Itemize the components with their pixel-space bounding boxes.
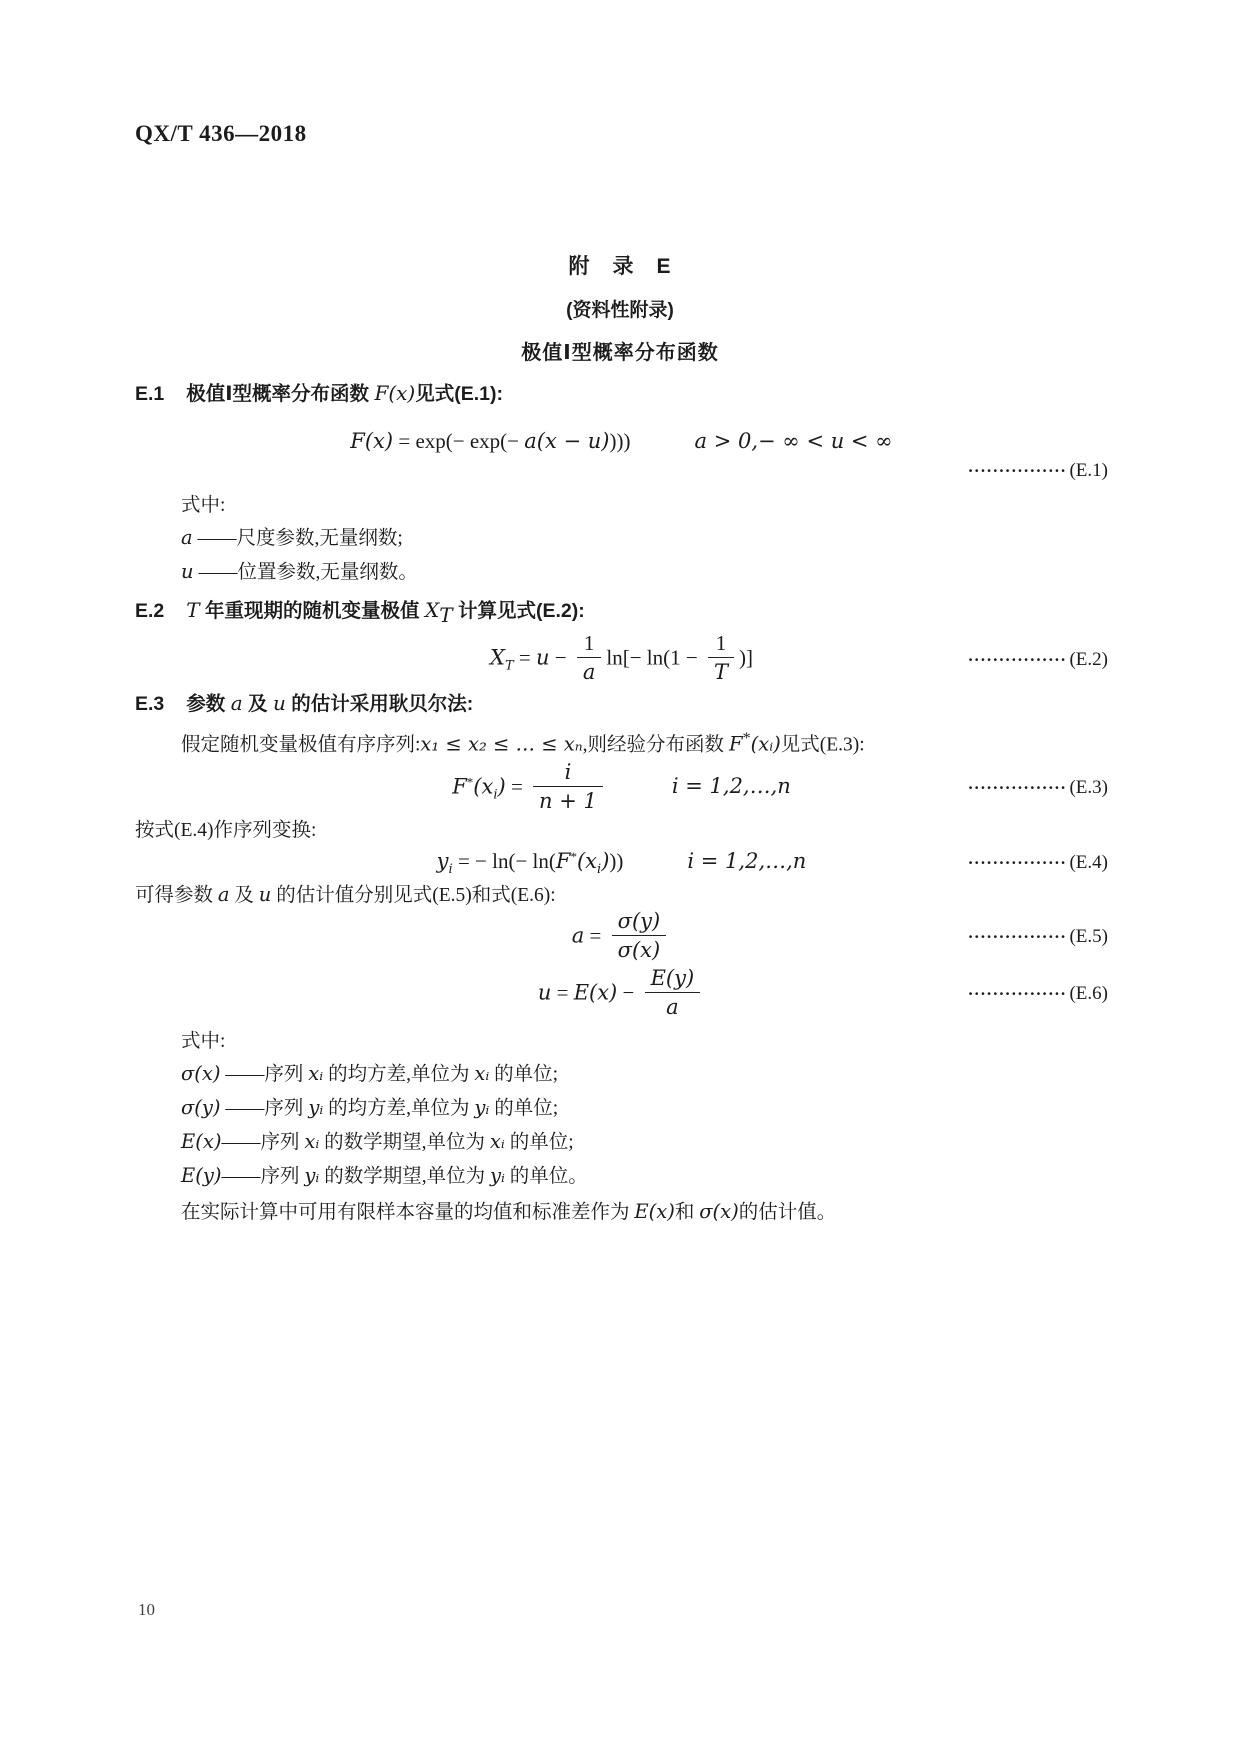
param-desc: 序列 [260,1132,305,1154]
eq2-X-sub: T [504,658,514,674]
equation-e6-tag: (E.6) [1069,983,1108,1005]
section-e2-heading [135,597,1108,628]
param-desc: 位置参数,无量纲数。 [237,562,418,583]
eq4-condition: i = 1,2,…,n [687,849,807,874]
frac-den: a [645,992,701,1018]
eq3-star: * [466,774,474,790]
equation-e2-formula [490,631,753,685]
param-desc: 的均方差,单位为 [323,1064,475,1086]
param-var: xᵢ [489,1130,505,1154]
leader-dots: ················ [967,984,1067,1004]
section-e2-text2: 计算见式(E.2): [452,600,585,622]
leader-dots: ················ [967,927,1067,947]
param-var: yᵢ [474,1096,490,1120]
eq4-y: y [436,849,449,874]
leader-dots: ················ [967,778,1067,798]
frac-den: n + 1 [533,786,603,812]
eq1-lhs: F(x) [350,428,394,453]
eq1-exp: exp(− exp(− [415,428,525,453]
paragraph-sequence [135,725,1108,759]
para-text: 的估计值。 [738,1202,837,1224]
equation-e4-formula [437,849,807,877]
frac-num: 1 [583,631,595,656]
var-T: T [186,598,200,622]
var-Fstar: F [728,732,743,756]
equation-e4-tagline [968,852,1108,874]
frac-num: E(y) [650,965,695,990]
equation-e3 [135,758,1108,818]
para-text: 及 [229,885,259,907]
fraction-1-over-a [577,632,602,683]
fraction-i-over-n1 [533,761,603,812]
where-label-2: 式中: [181,1031,226,1053]
frac-den: T [708,657,734,683]
param-symbol: u [181,560,194,583]
param-dash: —— [220,1098,265,1120]
section-e1-label: E.1 [135,383,165,405]
equation-e3-tag: (E.3) [1069,777,1108,799]
eq6-u: u [537,980,552,1005]
param-desc: 的单位; [504,1132,574,1154]
var-a: a [230,690,243,715]
param-desc: 的数学期望,单位为 [319,1166,490,1188]
var-fx: F(x) [374,381,416,405]
var-XT: X [424,598,440,622]
param-desc: 尺度参数,无量纲数; [236,528,403,549]
leader-dots: ················ [967,461,1067,480]
para-text: 的估计值分别见式(E.5)和式(E.6): [271,885,556,907]
eq3-F: F [452,774,467,799]
where-label-1: 式中: [181,495,226,516]
param-desc: 序列 [260,1166,305,1188]
eq4-x: (x [576,849,598,874]
paragraph-transform: 按式(E.4)作序列变换: [135,820,317,842]
var-Fstar-sup: * [742,728,751,747]
param-dash: —— [192,528,237,549]
eq2-X: X [490,645,505,670]
equation-e4-tag: (E.4) [1069,852,1108,874]
eq3-equals: = [505,774,529,799]
appendix-header [0,250,1240,365]
equation-e2-tagline [968,649,1108,671]
param-line-sigma-x [135,1057,1108,1091]
eq2-close: )] [738,645,753,670]
param-dash: —— [221,1132,261,1154]
eq3-condition: i = 1,2,…,n [671,774,791,799]
section-e2-text: 年重现期的随机变量极值 [199,600,425,622]
equation-e1-tagline [135,459,1108,483]
var-sequence: x₁ ≤ x₂ ≤ … ≤ xₙ [420,732,583,756]
para-text: 假定随机变量极值有序序列: [181,734,421,756]
leader-dots: ················ [967,649,1067,669]
equation-e6 [135,965,1108,1023]
param-line-Ey [135,1159,1108,1193]
param-desc: 的单位; [489,1064,559,1086]
para-text: ,则经验分布函数 [582,734,729,756]
equation-e1-formula [350,429,892,454]
eq6-Ex: E(x) [573,980,618,1005]
fraction-1-over-T [708,632,734,683]
var-u: u [272,690,286,715]
para-text: 见式(E.3): [780,734,865,756]
eq4-F: F [555,849,571,874]
section-e3-label: E.3 [135,692,165,715]
var-Fstar-arg: (xᵢ) [750,732,781,756]
param-symbol: σ(y) [181,1096,221,1120]
equation-e3-formula [452,759,791,814]
section-e3-heading [135,690,1108,717]
param-symbol: σ(x) [181,1062,221,1086]
equation-e5 [135,909,1108,965]
page-number: 10 [138,1600,155,1619]
content-area [135,380,1108,1229]
eq3-x: (x [473,774,494,799]
eq1-equals: = [393,428,416,453]
param-var: yᵢ [308,1096,324,1120]
appendix-type: (资料性附录) [566,300,674,321]
section-e3-text3: 的估计采用耿贝尔法: [285,692,474,715]
fraction-sigma [612,910,667,961]
param-dash: —— [220,1064,265,1086]
param-line-sigma-y [135,1091,1108,1125]
eq6-equals: = [551,980,574,1005]
appendix-title: 极值Ⅰ型概率分布函数 [521,342,719,364]
param-var: xᵢ [304,1130,320,1154]
param-symbol: a [181,526,193,549]
param-var: xᵢ [474,1062,490,1086]
equation-e6-formula [537,965,705,1020]
eq4-ln: = − ln(− ln( [452,849,556,874]
param-dash: —— [221,1166,261,1188]
para-text: 和 [674,1202,700,1224]
paragraph-estimates [135,882,1108,909]
param-desc: 序列 [264,1098,309,1120]
eq5-equals: = [584,923,607,948]
param-desc: 序列 [264,1064,309,1086]
para-text: 在实际计算中可用有限样本容量的均值和标准差作为 [181,1202,635,1224]
param-desc: 的单位; [489,1098,559,1120]
frac-den: σ(x) [612,935,667,961]
eq3-paren: ) [497,774,506,799]
frac-num: i [564,759,572,784]
param-symbol: E(x) [181,1130,222,1154]
frac-den: a [577,657,602,683]
equation-e5-tag: (E.5) [1069,926,1108,948]
appendix-label: 附 录 E [568,255,672,278]
section-e2-label: E.2 [135,600,165,622]
eq6-minus: − [617,980,640,1005]
var-a: a [217,883,230,907]
eq4-x-sub: i [597,862,602,878]
eq1-close: ))) [609,428,631,453]
eq1-condition: a > 0,− ∞ < u < ∞ [694,428,893,453]
var-u: u [258,883,272,907]
section-e1-text: 极值Ⅰ型概率分布函数 [186,383,375,405]
eq4-close: )) [609,849,624,874]
param-desc: 的数学期望,单位为 [319,1132,490,1154]
var-sigma-x: σ(x) [699,1200,739,1224]
var-XT-sub: T [439,602,453,627]
param-desc: 的均方差,单位为 [323,1098,475,1120]
param-line-u [135,555,1108,589]
var-Ex: E(x) [634,1200,675,1224]
leader-dots: ················ [967,853,1067,873]
param-line-Ex [135,1125,1108,1159]
fraction-Ey-over-a [645,967,701,1018]
equation-e3-tagline [968,777,1108,799]
equation-e1 [135,425,1108,457]
eq2-minus: − [549,645,572,670]
paragraph-closing [135,1195,1108,1229]
param-line-a [135,521,1108,555]
equation-e2 [135,630,1108,690]
frac-num: σ(y) [617,908,661,933]
equation-e6-tagline [968,983,1108,1005]
equation-e5-tagline [968,926,1108,948]
eq4-star: * [570,849,577,865]
eq3-x-sub: i [493,787,498,803]
eq1-vars: a(x − u) [524,428,610,453]
param-var: yᵢ [489,1164,505,1188]
eq4-y-sub: i [448,862,453,878]
equation-e1-tag: (E.1) [1069,460,1108,481]
frac-num: 1 [715,631,727,656]
eq4-paren: ) [601,849,610,874]
param-var: yᵢ [304,1164,320,1188]
equation-e4 [135,844,1108,882]
eq2-ln: ln[− ln(1 − [606,645,703,670]
eq5-a: a [571,923,585,948]
param-var: xᵢ [308,1062,324,1086]
section-e3-text: 参数 [186,692,231,715]
section-e1-text2: 见式(E.1): [415,383,503,405]
param-dash: —— [193,562,238,583]
eq2-equals: = [513,645,536,670]
equation-e5-formula [571,908,671,963]
section-e1-heading [135,380,1108,407]
doc-number: QX/T 436—2018 [135,121,307,146]
section-e3-text2: 及 [242,692,273,715]
para-text: 可得参数 [135,885,218,907]
param-symbol: E(y) [181,1164,222,1188]
eq2-u: u [535,645,550,670]
equation-e2-tag: (E.2) [1069,648,1108,670]
param-desc: 的单位。 [504,1166,588,1188]
